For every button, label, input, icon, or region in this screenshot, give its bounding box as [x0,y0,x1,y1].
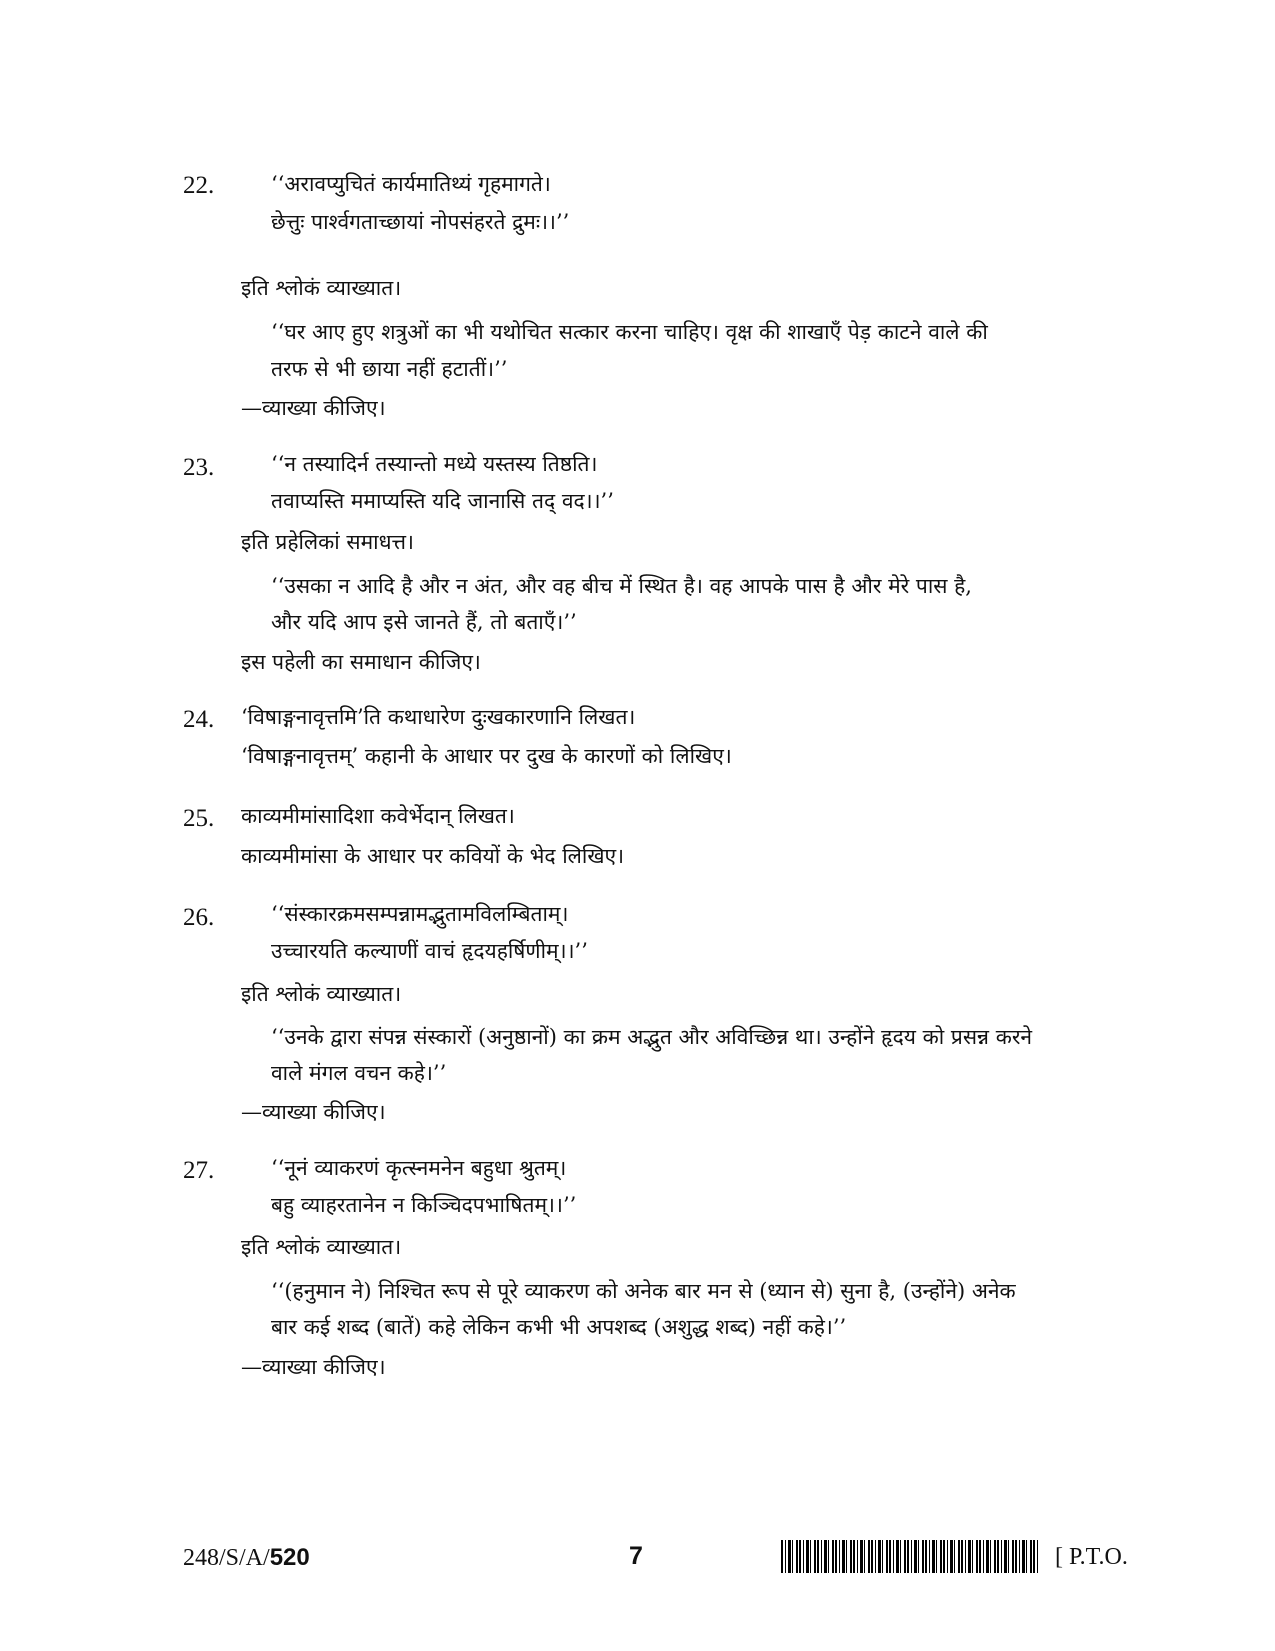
question-number: 25. [183,805,215,832]
barcode-icon [781,1540,1040,1573]
question-number: 23. [183,454,215,481]
translation-line-1: ‘‘(हनुमान ने) निश्चित रूप से पूरे व्याकरण को अनेक बार मन से (ध्यान से) सुना है, (उन्होंने) अनेक [271,1279,1016,1303]
translation-line-2: तरफ से भी छाया नहीं हटातीं।’’ [271,357,508,381]
paper-code [183,1544,310,1572]
question-text-hindi: ‘विषाङ्गनावृत्तम्’ कहानी के आधार पर दुख के कारणों को लिखिए। [241,744,732,768]
question-text-sanskrit: काव्यमीमांसादिशा कवेर्भेदान् लिखत। [241,804,515,828]
translation-line-2: और यदि आप इसे जानते हैं, तो बताएँ।’’ [271,610,577,634]
instruction-sanskrit: इति श्लोकं व्याख्यात। [241,1235,402,1259]
translation-line-1: ‘‘घर आए हुए शत्रुओं का भी यथोचित सत्कार करना चाहिए। वृक्ष की शाखाएँ पेड़ काटने वाले की [271,320,988,344]
pto-label: [ P.T.O. [1055,1544,1128,1570]
instruction-sanskrit: इति श्लोकं व्याख्यात। [241,276,402,300]
verse-line-2: छेत्तुः पार्श्वगताच्छायां नोपसंहरते द्रुमः।।’’ [271,210,570,234]
translation-line-1: ‘‘उसका न आदि है और न अंत, और वह बीच में स्थित है। वह आपके पास है और मेरे पास है, [271,574,972,598]
instruction-hindi: —व्याख्या कीजिए। [241,1100,386,1124]
verse-line-1: ‘‘नूनं व्याकरणं कृत्स्नमनेन बहुधा श्रुतम्। [271,1156,567,1180]
verse-line-1: ‘‘न तस्यादिर्न तस्यान्तो मध्ये यस्तस्य तिष्ठति। [271,452,598,476]
question-text-hindi: काव्यमीमांसा के आधार पर कवियों के भेद लिखिए। [241,844,625,868]
question-text-sanskrit: ‘विषाङ्गनावृत्तमि’ति कथाधारेण दुःखकारणानि लिखत। [241,705,636,729]
translation-line-1: ‘‘उनके द्वारा संपन्न संस्कारों (अनुष्ठानों) का क्रम अद्भुत और अविच्छिन्न था। उन्होंने हृदय को प्रसन्न करने [271,1025,1033,1049]
instruction-hindi: —व्याख्या कीजिए। [241,1355,386,1379]
translation-line-2: वाले मंगल वचन कहे।’’ [271,1061,447,1085]
verse-line-2: उच्चारयति कल्याणीं वाचं हृदयहर्षिणीम्।।’’ [271,939,588,963]
page-number: 7 [629,1542,643,1570]
verse-line-2: तवाप्यस्ति ममाप्यस्ति यदि जानासि तद् वद।।’’ [271,489,614,513]
paper-code-number: 520 [269,1544,310,1571]
question-number: 22. [183,172,215,199]
paper-code-prefix: 248/S/A/ [183,1545,270,1571]
question-number: 24. [183,706,215,733]
translation-line-2: बार कई शब्द (बातें) कहे लेकिन कभी भी अपशब्द (अशुद्ध शब्द) नहीं कहे।’’ [271,1315,847,1339]
instruction-sanskrit: इति प्रहेलिकां समाधत्त। [241,530,414,554]
instruction-hindi: इस पहेली का समाधान कीजिए। [241,650,481,674]
question-number: 27. [183,1157,215,1184]
verse-line-2: बहु व्याहरतानेन न किञ्चिदपभाषितम्।।’’ [271,1193,577,1217]
verse-line-1: ‘‘अरावप्युचितं कार्यमातिथ्यं गृहमागते। [271,172,551,196]
question-number: 26. [183,904,215,931]
instruction-hindi: —व्याख्या कीजिए। [241,396,386,420]
verse-line-1: ‘‘संस्कारक्रमसम्पन्नामद्भुतामविलम्बिताम्। [271,902,569,926]
instruction-sanskrit: इति श्लोकं व्याख्यात। [241,982,402,1006]
